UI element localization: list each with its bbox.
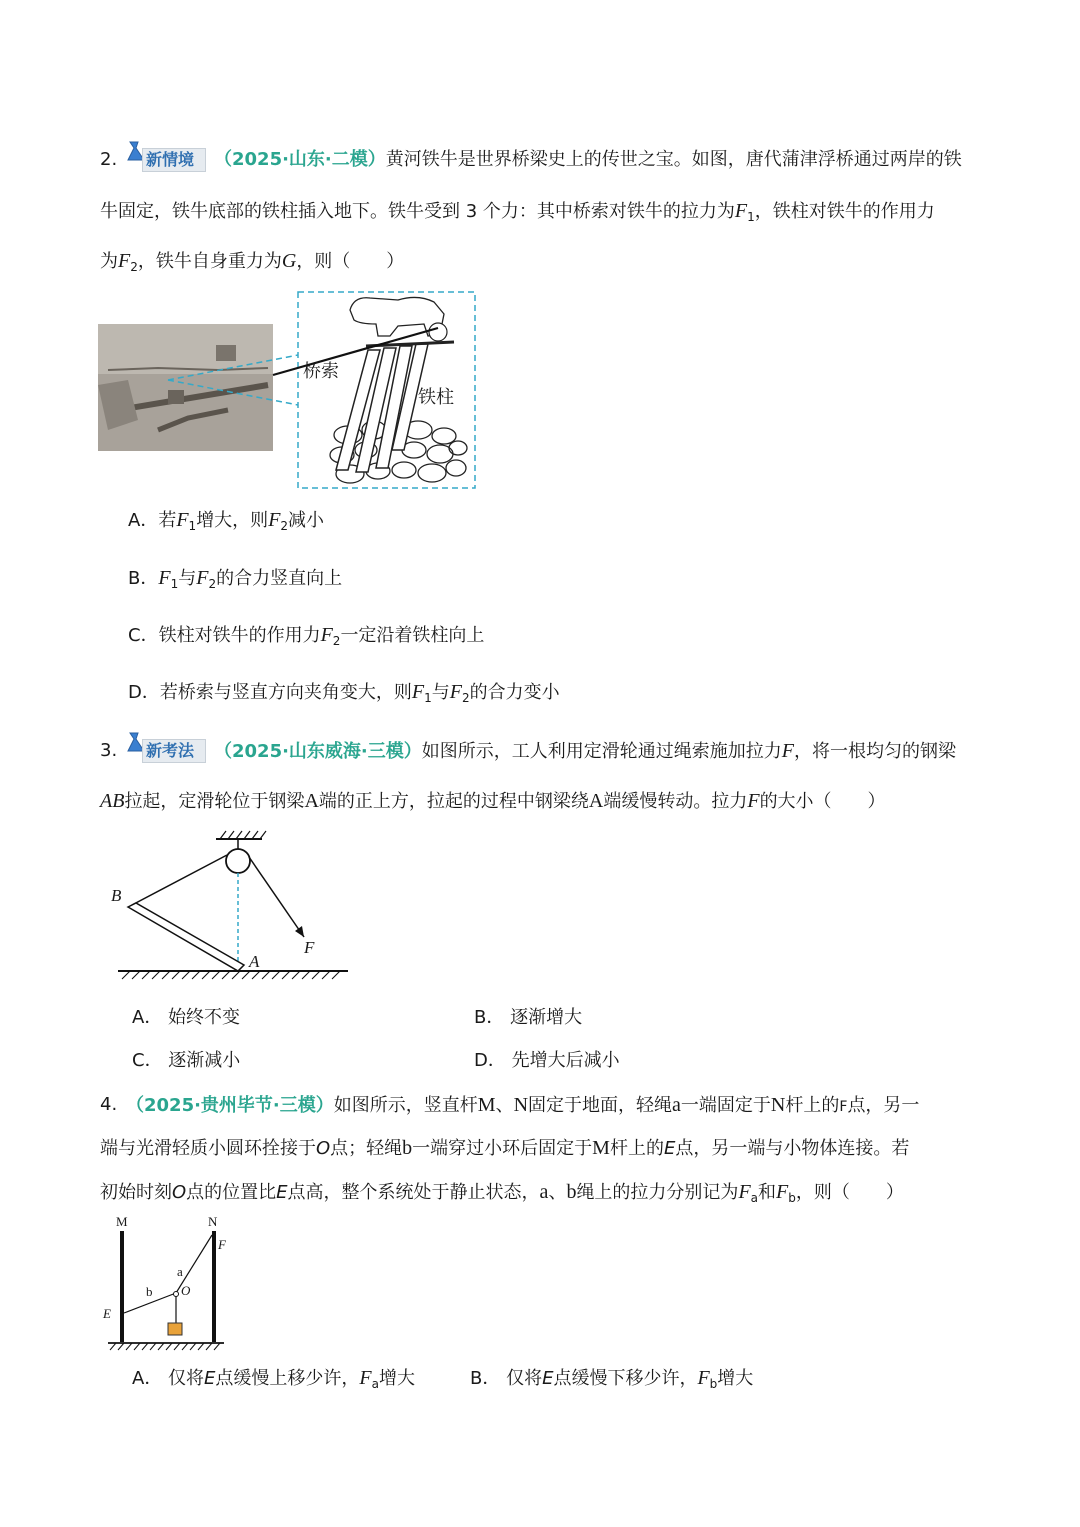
- point-a-label: A: [249, 952, 260, 971]
- q2-option-b[interactable]: B．$F_1$与$F_2$的合力竖直向上: [128, 567, 343, 591]
- q3-option-d[interactable]: D． 先增大后减小: [474, 1050, 620, 1071]
- steel-beam: [128, 903, 244, 971]
- rod-n-label: N: [208, 1214, 218, 1229]
- q2-option-d[interactable]: D．若桥索与竖直方向夹角变大，则$F_1$与$F_2$的合力变小: [128, 681, 560, 705]
- question-2-source: （2025·山东·二模）: [214, 149, 386, 170]
- new-context-badge: 新情境: [124, 140, 208, 170]
- q2-option-c[interactable]: C．铁柱对铁牛的作用力$F_2$一定沿着铁柱向上: [128, 624, 485, 648]
- question-4-line-2: 端与光滑轻质小圆环拴接于O点；轻绳b一端穿过小环后固定于M杆上的E点，另一端与小物体连接。若: [100, 1137, 910, 1159]
- question-3-line-2: AB拉起，定滑轮位于钢梁A端的正上方，拉起的过程中钢梁绕A端缓慢转动。拉力F的大小（ ）: [100, 790, 886, 812]
- rope-a-label: a: [177, 1264, 183, 1279]
- q3-option-c[interactable]: C． 逐渐减小: [132, 1050, 241, 1071]
- point-o-label: O: [181, 1283, 191, 1298]
- rod-m-label: M: [116, 1214, 128, 1229]
- point-e-label: E: [103, 1306, 111, 1321]
- question-3-source: （2025·山东威海·三模）: [214, 741, 422, 762]
- question-2-line-2: 牛固定，铁牛底部的铁柱插入地下。铁牛受到 3 个力：其中桥索对铁牛的拉力为$F_1$，铁柱对铁牛的作用力: [100, 200, 935, 224]
- q4-option-a[interactable]: A． 仅将E点缓慢上移少许，$F_a$增大: [132, 1367, 415, 1391]
- q2-option-a[interactable]: A．若$F_1$增大，则$F_2$减小: [128, 509, 325, 533]
- point-b-label: B: [111, 886, 122, 905]
- pulley-wheel: [226, 849, 250, 873]
- q3-option-a[interactable]: A． 始终不变: [132, 1007, 241, 1028]
- question-2-number: 2.: [100, 149, 118, 170]
- pillar-label: 铁柱: [418, 387, 454, 408]
- question-4-number: 4.: [100, 1094, 118, 1115]
- question-2-line-3: 为$F_2$，铁牛自身重力为G，则（ ）: [100, 250, 405, 274]
- question-4-line-1: （2025·贵州毕节·三模）如图所示，竖直杆M、N固定于地面，轻绳a一端固定于N杆上的F点，另一: [126, 1094, 920, 1116]
- new-method-badge: 新考法: [124, 731, 208, 761]
- small-object: [168, 1323, 182, 1335]
- rope-b-label: b: [146, 1284, 153, 1299]
- q4-option-b[interactable]: B． 仅将E点缓慢下移少许，$F_b$增大: [470, 1367, 754, 1391]
- question-3-line-1: （2025·山东威海·三模）如图所示，工人利用定滑轮通过绳索施加拉力F，将一根均匀的钢梁: [214, 740, 956, 762]
- point-f-label: F: [218, 1237, 226, 1252]
- pulley-beam-figure: [108, 825, 358, 985]
- question-2-line-1: （2025·山东·二模）黄河铁牛是世界桥梁史上的传世之宝。如图，唐代蒲津浮桥通过两岸的铁: [214, 149, 962, 170]
- question-4-source: （2025·贵州毕节·三模）: [126, 1095, 334, 1116]
- rods-rope-figure: [100, 1215, 230, 1355]
- question-3-number: 3.: [100, 740, 118, 761]
- force-f-label: F: [304, 938, 315, 957]
- question-4-line-3: 初始时刻O点的位置比E点高，整个系统处于静止状态，a、b绳上的拉力分别记为$F_a$和$F_b$，则（ ）: [100, 1181, 904, 1205]
- cable-label: 桥索: [303, 361, 339, 382]
- q3-option-b[interactable]: B． 逐渐增大: [474, 1007, 583, 1028]
